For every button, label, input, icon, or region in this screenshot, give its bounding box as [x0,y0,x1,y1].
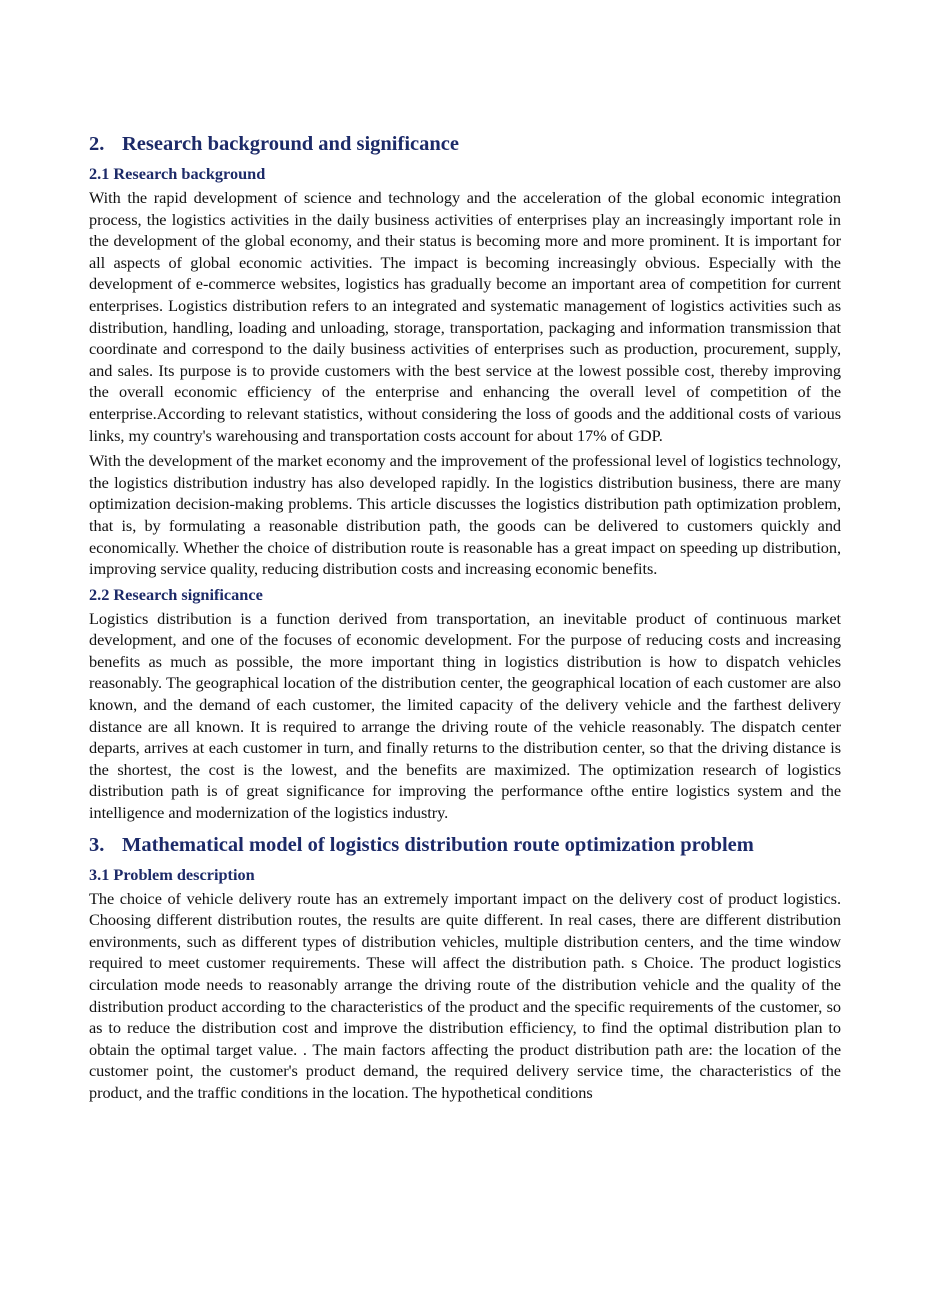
paragraph: Logistics distribution is a function derived from transportation, an inevitable product of continuous market development, and one of the focuses of economic development. For the purpose of reducing costs and increasing benefits as much as possible, the more important thing in logistics distribution is how to dispatch vehicles reasonably. The geographical location of the distribution center, the geographical location of each customer are also known, and the demand of each customer, the limited capacity of the delivery vehicle and the farthest delivery distance are all known. It is required to arrange the driving route of the vehicle reasonably. The dispatch center departs, arrives at each customer in turn, and finally returns to the distribution center, so that the driving distance is the shortest, the cost is the lowest, and the benefits are maximized. The optimization research of logistics distribution path is of great significance for improving the performance ofthe entire logistics system and the intelligence and modernization of the logistics industry. [89,608,841,823]
document-page [89,131,841,1108]
subsection-heading-3-1: 3.1 Problem description [89,864,255,884]
paragraph: With the development of the market economy and the improvement of the professional level of logistics technology, the logistics distribution industry has also developed rapidly. In the logistics distribution business, there are many optimization decision-making problems. This article discusses the logistics distribution path optimization problem, that is, by formulating a reasonable distribution path, the goods can be delivered to customers quickly and economically. Whether the choice of distribution route is reasonable has a great impact on speeding up distribution, improving service quality, reducing distribution costs and increasing economic benefits. [89,451,841,579]
subsection-heading-2-1: 2.1 Research background [89,164,266,183]
section-number: 3. [89,833,105,856]
section-heading-2 [89,131,841,157]
section-number: 2. [89,133,105,155]
paragraph: With the rapid development of science and technology and the acceleration of the global economic integration process, the logistics activities in the daily business activities of enterprises play an increasingly important role in the development of the global economy, and their status is becoming more and more prominent. It is important for all aspects of global economic activities. The impact is becoming increasingly obvious. Especially with the development of e-commerce websites, logistics has gradually become an important area of competition for current enterprises. Logistics distribution refers to an integrated and systematic management of logistics activities such as distribution, handling, loading and unloading, storage, transportation, packaging and information transmission that coordinate and correspond to the daily business activities of enterprises such as production, procurement, supply, and sales. Its purpose is to provide customers with the best service at the lowest possible cost, thereby improving the overall economic efficiency of the enterprise and enhancing the overall level of competition of the enterprise.According to relevant statistics, without considering the loss of goods and the additional costs of various links, my country's warehousing and transportation costs account for about 17% of GDP. [89,188,841,445]
section-heading-3 [89,832,841,858]
paragraph: The choice of vehicle delivery route has an extremely important impact on the delivery cost of product logistics. Choosing different distribution routes, the results are quite different. In real cases, there are different distribution environments, such as different types of distribution vehicles, multiple distribution centers, and the time window required to meet customer requirements. These will affect the distribution path. s Choice. The product logistics circulation mode needs to reasonably arrange the driving route of the distribution vehicle and the quality of the distribution product according to the characteristics of the product and the specific requirements of the customer, so as to reduce the distribution cost and improve the distribution efficiency, to find the optimal distribution plan to obtain the optimal target value. . The main factors affecting the product distribution path are: the location of the customer point, the customer's product demand, the required delivery service time, the characteristics of the product, and the traffic conditions in the location. The hypothetical conditions [89,888,841,1102]
section-title: Research background and significance [122,133,459,155]
section-title: Mathematical model of logistics distribution route optimization problem [122,833,754,856]
subsection-heading-2-2: 2.2 Research significance [89,584,263,604]
